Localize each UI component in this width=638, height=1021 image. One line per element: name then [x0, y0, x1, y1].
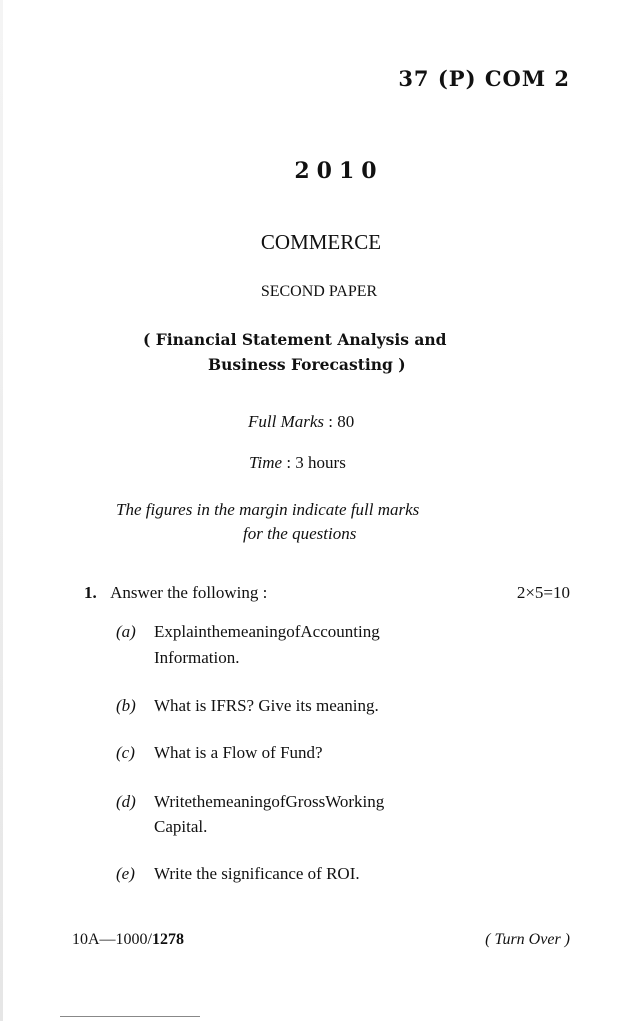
footer-code	[72, 931, 184, 949]
full-marks	[248, 412, 354, 432]
exam-year: 2010	[294, 158, 384, 184]
time-value: : 3 hours	[286, 453, 346, 472]
sub-question-d-cont: Capital.	[154, 817, 208, 836]
footer-code-prefix: 10A—1000/	[72, 931, 152, 948]
question-marks: 2×5=10	[516, 583, 570, 602]
paper-title: SECOND PAPER	[260, 283, 378, 300]
word: the	[206, 622, 228, 641]
time-allowed	[249, 453, 346, 473]
instruction-line-2: for the questions	[243, 524, 357, 543]
paper-code: 37 (P) COM 2	[398, 66, 570, 91]
instruction-line-1: The figures in the margin indicate full marks	[116, 500, 420, 519]
word: the	[192, 792, 213, 811]
topic-line-1: ( Financial Statement Analysis and	[143, 330, 447, 349]
full-marks-value: : 80	[328, 412, 355, 431]
word: of	[271, 792, 286, 811]
sub-label: (d)	[116, 792, 136, 811]
sub-question-a	[116, 622, 529, 642]
topic-line-2: Business Forecasting )	[208, 355, 406, 374]
question-prompt: Answer the following :	[110, 583, 268, 602]
sub-text: What is a Flow of Fund?	[154, 743, 323, 762]
full-marks-label: Full Marks	[248, 412, 325, 431]
word: Gross	[285, 792, 326, 811]
footer-code-number: 1278	[152, 931, 184, 948]
sub-label: (a)	[116, 622, 136, 641]
sub-label: (c)	[116, 743, 135, 762]
sub-text: Write the significance of ROI.	[154, 864, 360, 883]
time-label: Time	[249, 453, 283, 472]
question-number: 1.	[84, 583, 97, 602]
sub-question-e	[116, 864, 360, 884]
sub-question-c	[116, 743, 323, 763]
word: of	[286, 622, 301, 641]
word: Explain	[154, 622, 207, 641]
scan-margin	[0, 0, 3, 1021]
sub-question-b	[116, 696, 379, 716]
word: meaning	[212, 792, 272, 811]
sub-text: What is IFRS? Give its meaning.	[154, 696, 379, 715]
word: Working	[325, 792, 385, 811]
word: meaning	[227, 622, 287, 641]
sub-label: (e)	[116, 864, 135, 883]
sub-text	[154, 792, 529, 812]
turn-over-note: ( Turn Over )	[485, 931, 570, 948]
word: Write	[154, 792, 193, 811]
subject-title: COMMERCE	[260, 230, 382, 254]
sub-question-a-cont: Information.	[154, 648, 240, 667]
sub-text	[154, 622, 529, 642]
sub-question-d	[116, 792, 529, 812]
word: Accounting	[300, 622, 380, 641]
bottom-rule	[60, 1016, 200, 1017]
question-1	[84, 583, 267, 603]
sub-label: (b)	[116, 696, 136, 715]
